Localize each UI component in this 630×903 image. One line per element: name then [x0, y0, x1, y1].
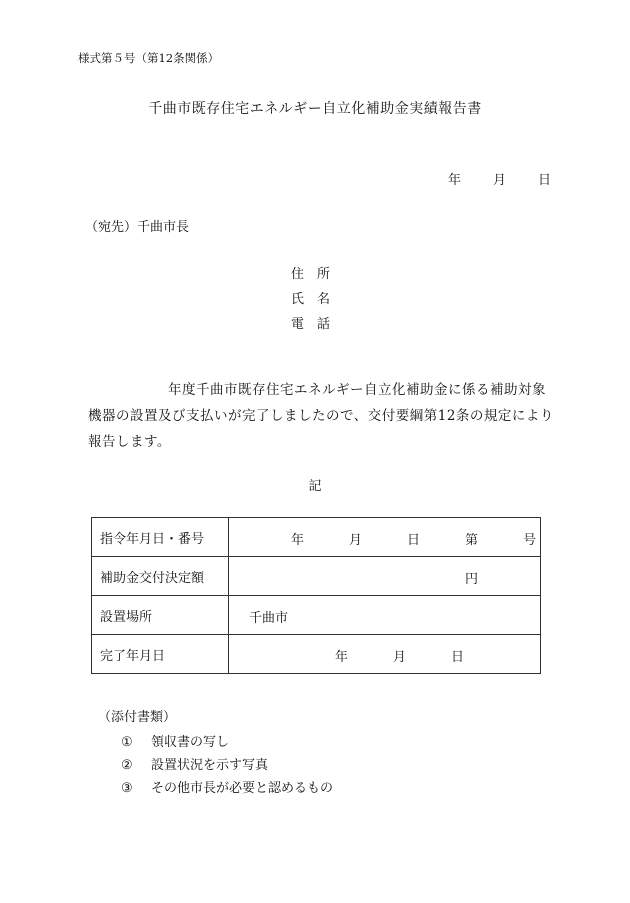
- date-month: 月: [493, 173, 507, 188]
- applicant-name-label: [291, 288, 343, 307]
- attachment-text: その他市長が必要と認めるもの: [151, 781, 334, 796]
- order-dai: 第: [465, 533, 479, 548]
- attachment-number: ③: [121, 781, 133, 796]
- report-body-text: 年度千曲市既存住宅エネルギー自立化補助金に係る補助対象機器の設置及び支払いが完了しましたので、交付要綱第12条の規定により報告します。: [88, 382, 554, 450]
- applicant-address-label: [291, 263, 343, 282]
- grant-amount-label: 補助金交付決定額: [92, 557, 229, 596]
- order-date-number-value: [229, 518, 541, 557]
- phone-label-char-1: 電: [291, 317, 305, 332]
- table-row: [92, 635, 541, 674]
- completion-day: 日: [451, 650, 465, 665]
- detail-table: [91, 517, 541, 674]
- date-year: 年: [448, 173, 462, 188]
- table-row: [92, 557, 541, 596]
- order-date-number-label: 指令年月日・番号: [92, 518, 229, 557]
- attachments-heading: （添付書類）: [98, 710, 177, 725]
- address-label-char-1: 住: [291, 267, 305, 282]
- install-location-label: 設置場所: [92, 596, 229, 635]
- table-row: [92, 518, 541, 557]
- applicant-phone-label: [291, 313, 343, 332]
- date-line: [448, 169, 551, 188]
- ki-mark: 記: [308, 479, 322, 494]
- table-row: [92, 596, 541, 635]
- list-item: [121, 777, 333, 796]
- list-item: [121, 754, 268, 773]
- yen-unit: 円: [465, 572, 479, 587]
- addressee: （宛先）千曲市長: [85, 220, 190, 235]
- name-label-char-1: 氏: [291, 292, 305, 307]
- install-location-value: [229, 596, 541, 635]
- completion-date-label: 完了年月日: [92, 635, 229, 674]
- completion-year: 年: [335, 650, 349, 665]
- completion-date-value: [229, 635, 541, 674]
- attachment-text: 領収書の写し: [151, 735, 230, 750]
- attachment-number: ①: [121, 735, 133, 750]
- install-location-city: 千曲市: [249, 611, 289, 626]
- address-label-char-2: 所: [317, 267, 331, 282]
- order-go: 号: [523, 533, 537, 548]
- attachment-number: ②: [121, 758, 133, 773]
- order-month: 月: [349, 533, 363, 548]
- grant-amount-value: [229, 557, 541, 596]
- attachment-text: 設置状況を示す写真: [151, 758, 269, 773]
- form-number: 様式第５号（第12条関係）: [78, 51, 220, 65]
- completion-month: 月: [393, 650, 407, 665]
- name-label-char-2: 名: [317, 292, 331, 307]
- date-day: 日: [538, 173, 552, 188]
- phone-label-char-2: 話: [317, 317, 331, 332]
- list-item: [121, 731, 229, 750]
- order-day: 日: [407, 533, 421, 548]
- order-year: 年: [291, 533, 305, 548]
- document-title: 千曲市既存住宅エネルギー自立化補助金実績報告書: [148, 101, 482, 117]
